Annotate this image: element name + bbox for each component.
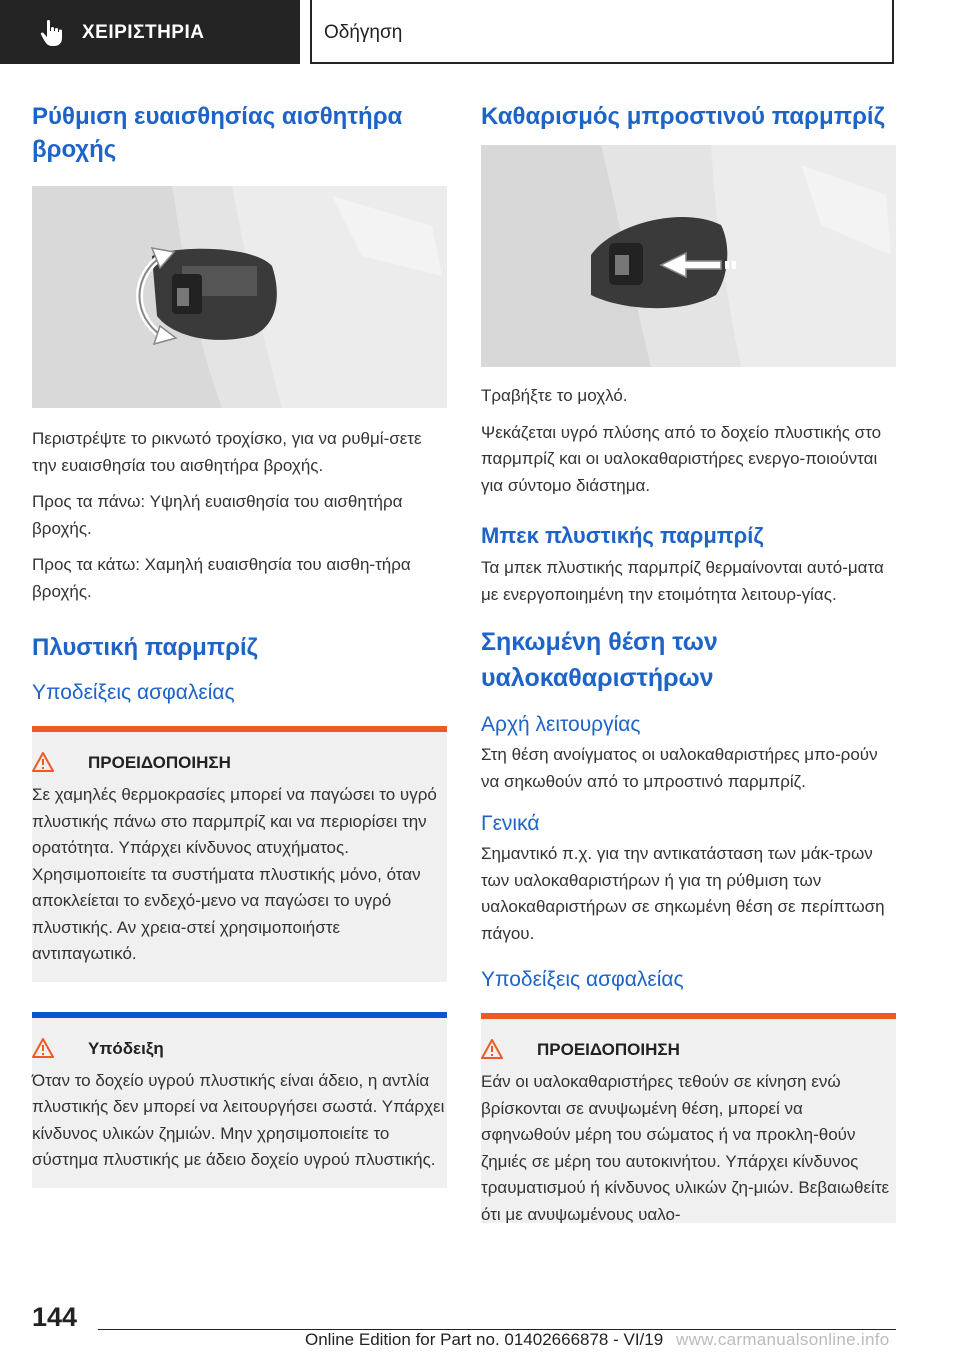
heading-clean-windshield: Καθαρισμός μπροστινού παρμπρίζ (481, 103, 885, 130)
heading-principle: Αρχή λειτουργίας (481, 713, 641, 736)
warning-title: ΠΡΟΕΙΔΟΠΟΙΗΣΗ (481, 1037, 896, 1063)
heading-safety-notes: Υποδείξεις ασφαλείας (481, 968, 684, 991)
rain-sensor-figure (32, 186, 447, 408)
notice-box (32, 1012, 447, 1188)
edition-text: Online Edition for Part no. 01402666878 - VI/19 (305, 1330, 664, 1349)
paragraph: Στη θέση ανοίγματος οι υαλοκαθαριστήρες μπο-ρούν να σηκωθούν από το μπροστινό παρμπρίζ. (481, 745, 878, 791)
paragraph: Τραβήξτε το μοχλό. (481, 386, 628, 405)
heading-rain-sensor-sensitivity: Ρύθμιση ευαισθησίας αισθητήρα βροχής (32, 103, 403, 163)
warning-box (32, 726, 447, 982)
chapter-label: ΧΕΙΡΙΣΤΗΡΙΑ (82, 22, 205, 43)
hand-pointer-icon (38, 18, 68, 48)
right-column (481, 100, 896, 1243)
rain-sensor-illustration (32, 186, 447, 408)
paragraph: Ψεκάζεται υγρό πλύσης από το δοχείο πλυστικής στο παρμπρίζ και οι υαλοκαθαριστήρες ενεργο-ποιούνται για σύντομο διάστημα. (481, 422, 882, 495)
heading-safety-notes: Υποδείξεις ασφαλείας (32, 681, 235, 704)
warning-box (481, 1013, 896, 1223)
paragraph: Τα μπεκ πλυστικής παρμπρίζ θερμαίνονται αυτό-ματα με ενεργοποιημένη την ετοιμότητα λειτουρ-γίας. (481, 558, 884, 604)
paragraph: Σημαντικό π.χ. για την αντικατάσταση των μάκ-τρων των υαλοκαθαριστήρων ή για τη ρύθμιση των υαλοκαθαριστήρων σε σηκωμένη θέση σε περίπτωση πάγου. (481, 844, 885, 943)
watermark[interactable]: www.carmanualsonline.info (676, 1330, 890, 1349)
washer-lever-figure (481, 145, 896, 367)
heading-washer-system: Πλυστική παρμπρίζ (32, 634, 258, 661)
notice-title: Υπόδειξη (32, 1036, 447, 1062)
left-column (32, 100, 447, 1208)
warning-text: Εάν οι υαλοκαθαριστήρες τεθούν σε κίνηση ενώ βρίσκονται σε ανυψωμένη θέση, μπορεί να σφηνωθούν μέρη του σώματος ή να προκλη-θούν ζημιές σε μέρη του αυτοκινήτου. Υπάρχει κίνδυνος τραυματισμού ή κίνδυνος υλικών ζη-μιών. Βεβαιωθείτε ότι με ανυψωμένους υαλο- (481, 1072, 890, 1223)
paragraph: Περιστρέψτε το ρικνωτό τροχίσκο, για να ρυθμί-σετε την ευαισθησία του αισθητήρα βροχής. (32, 429, 422, 475)
warning-text: Σε χαμηλές θερμοκρασίες μπορεί να παγώσει το υγρό πλυστικής πάνω στο παρμπρίζ και να περιορίσει την ορατότητα. Υπάρχει κίνδυνος ατυχήματος. Χρησιμοποιείτε τα συστήματα πλυστικής μόνο, όταν αποκλείεται το ενδεχό-μενο να παγώσει το υγρό πλυστικής. Αν χρεια-στεί χρησιμοποιήστε αντιπαγωτικό. (32, 785, 437, 963)
warning-triangle-icon (481, 1039, 503, 1059)
paragraph: Προς τα κάτω: Χαμηλή ευαισθησία του αισθη-τήρα βροχής. (32, 555, 411, 601)
header-chapter-tab[interactable] (0, 0, 300, 64)
paragraph: Προς τα πάνω: Υψηλή ευαισθησία του αισθητήρα βροχής. (32, 492, 403, 538)
section-label: Οδήγηση (324, 22, 403, 43)
warning-title: ΠΡΟΕΙΔΟΠΟΙΗΣΗ (32, 750, 447, 776)
warning-triangle-icon (32, 752, 54, 772)
heading-general: Γενικά (481, 812, 540, 835)
page-number: 144 (32, 1302, 78, 1332)
notice-text: Όταν το δοχείο υγρού πλυστικής είναι άδειο, η αντλία πλυστικής δεν μπορεί να λειτουργήσει σωστά. Υπάρχει κίνδυνος υλικών ζημιών. Μην χρησιμοποιείτε το σύστημα πλυστικής με άδειο δοχείο υγρού πλυστικής. (32, 1070, 445, 1169)
washer-lever-illustration (481, 145, 896, 367)
heading-wiper-raised-position: Σηκωμένη θέση των υαλοκαθαριστήρων (481, 628, 718, 692)
header-section (310, 0, 894, 64)
heading-washer-nozzles: Μπεκ πλυστικής παρμπρίζ (481, 523, 764, 548)
warning-triangle-icon (32, 1038, 54, 1058)
